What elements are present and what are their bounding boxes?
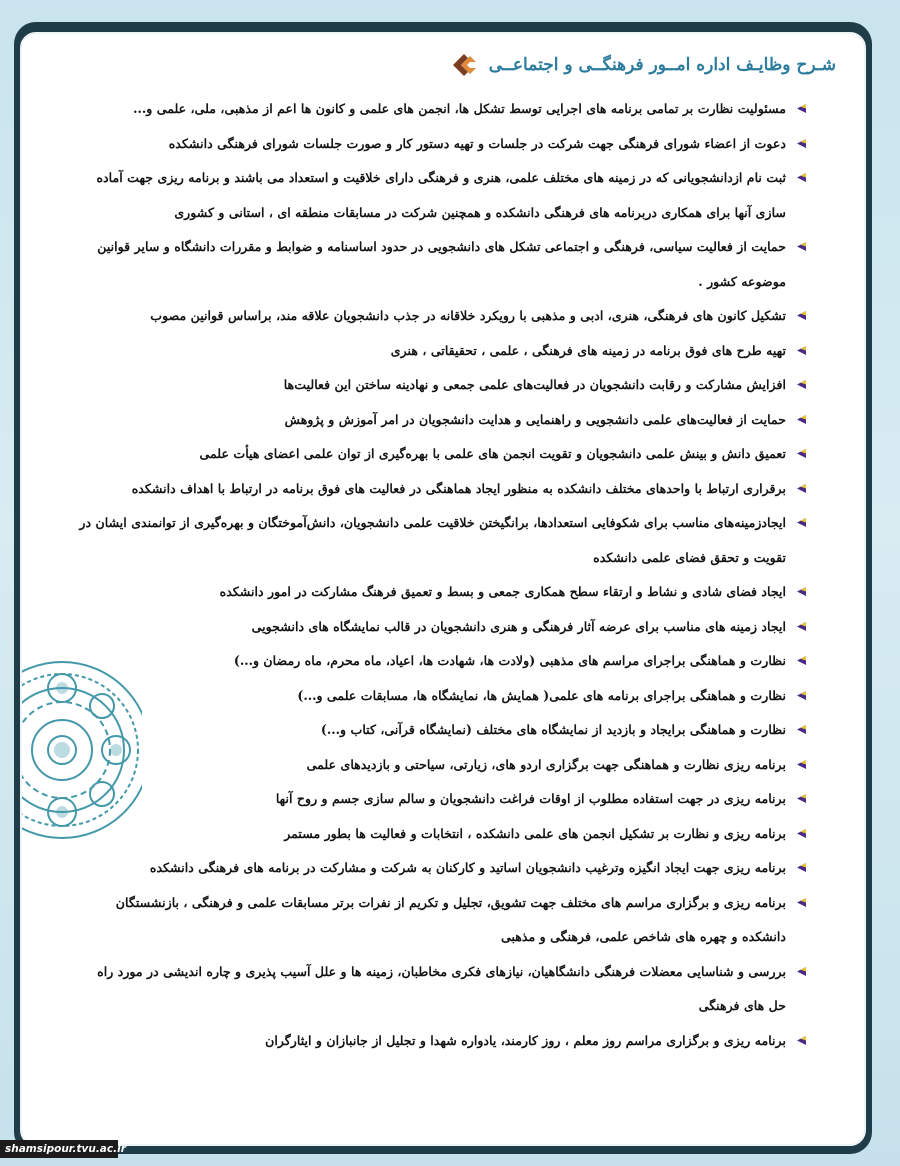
page-title: شـرح وظایـف اداره امــور فرهنگــی و اجتماعــی	[488, 55, 836, 75]
list-item	[78, 575, 800, 610]
list-item-text: مسئولیت نظارت بر تمامی برنامه های اجرایی توسط تشکل ها، انجمن های علمی و کانون ها اعم از مذهبی، ملی، علمی و...	[133, 101, 786, 116]
list-item-text: برنامه ریزی نظارت و هماهنگی جهت برگزاری اردو های، زیارتی، سیاحتی و بازدیدهای علمی	[306, 756, 786, 772]
list-item-text: افزایش مشارکت و رقابت دانشجویان در فعالیت‌های علمی جمعی و نهادینه ساختن این فعالیت‌ها	[283, 377, 786, 392]
list-item	[78, 472, 800, 507]
duties-list	[78, 92, 800, 1058]
list-item-text: نظارت و هماهنگی براجرای برنامه های علمی( همایش ها، نمایشگاه ها، مسابقات علمی و...)	[297, 687, 786, 703]
arrow-bullet-icon	[797, 1036, 806, 1045]
list-item-text: ایجاد فضای شادی و نشاط و ارتقاء سطح همکاری جمعی و بسط و تعمیق فرهنگ مشارکت در امور دانشکده	[219, 584, 786, 599]
list-item-text: برنامه ریزی و برگزاری مراسم های مختلف جهت تشویق، تجلیل و تکریم از نفرات برتر مسابقات علمی و فرهنگی ، بازنشستگان دانشکده و چهره های شاخص علمی، فرهنگی و مذهبی	[115, 894, 786, 944]
list-item-text: تهیه طرح های فوق برنامه در زمینه های فرهنگی ، علمی ، تحقیقاتی ، هنری	[390, 342, 786, 358]
arrow-bullet-icon	[797, 449, 806, 458]
arrow-bullet-icon	[797, 691, 806, 700]
arrow-bullet-icon	[797, 173, 806, 182]
list-item-text: برقراری ارتباط با واحدهای مختلف دانشکده به منظور ایجاد هماهنگی در فعالیت های فوق برنامه در ارتباط با اهداف دانشکده	[131, 480, 786, 496]
arrow-bullet-icon	[797, 760, 806, 769]
double-chevron-icon	[449, 50, 479, 80]
arrow-bullet-icon	[797, 794, 806, 803]
arrow-bullet-icon	[797, 346, 806, 355]
arrow-bullet-icon	[797, 311, 806, 320]
list-item-text: نظارت و هماهنگی برایجاد و بازدید از نمایشگاه های مختلف (نمایشگاه قرآنی، کتاب و...)	[320, 722, 786, 737]
header	[449, 48, 836, 82]
list-item	[78, 679, 800, 714]
list-item-text: بررسی و شناسایی معضلات فرهنگی دانشگاهیان، نیازهای فکری مخاطبان، زمینه ها و علل آسیب پذیری و چاره اندیشی در مورد راه حل های فرهنگی	[97, 963, 786, 1013]
list-item	[78, 230, 800, 299]
arrow-bullet-icon	[797, 484, 806, 493]
list-item	[78, 644, 800, 679]
list-item	[78, 1024, 800, 1059]
list-item-text: دعوت از اعضاء شورای فرهنگی جهت شرکت در جلسات و تهیه دستور کار و صورت جلسات شورای فرهنگی دانشکده	[168, 135, 786, 151]
arrow-bullet-icon	[797, 104, 806, 113]
arrow-bullet-icon	[797, 415, 806, 424]
list-item-text: برنامه ریزی در جهت استفاده مطلوب از اوقات فراغت دانشجویان و سالم سازی جسم و روح آنها	[275, 791, 786, 806]
footer-url: shamsipour.tvu.ac.ir	[0, 1140, 118, 1158]
arrow-bullet-icon	[797, 622, 806, 631]
list-item	[78, 955, 800, 1024]
arrow-bullet-icon	[797, 725, 806, 734]
list-item	[78, 748, 800, 783]
list-item	[78, 713, 800, 748]
arrow-bullet-icon	[797, 656, 806, 665]
list-item-text: ایجاد زمینه های مناسب برای عرضه آثار فرهنگی و هنری دانشجویان در قالب نمایشگاه های دانشجویی	[251, 618, 786, 634]
arrow-bullet-icon	[797, 863, 806, 872]
list-item-text: نظارت و هماهنگی براجرای مراسم های مذهبی (ولادت ها، شهادت ها، اعیاد، ماه محرم، ماه رمضان و...)	[233, 653, 786, 668]
list-item-text: حمایت از فعالیت‌های علمی دانشجویی و راهنمایی و هدایت دانشجویان در امر آموزش و پژوهش	[284, 411, 786, 427]
arrow-bullet-icon	[797, 518, 806, 527]
arrow-bullet-icon	[797, 587, 806, 596]
list-item	[78, 610, 800, 645]
list-item	[78, 127, 800, 162]
list-item	[78, 851, 800, 886]
arrow-bullet-icon	[797, 242, 806, 251]
list-item	[78, 506, 800, 575]
arrow-bullet-icon	[797, 139, 806, 148]
list-item	[78, 368, 800, 403]
arrow-bullet-icon	[797, 829, 806, 838]
list-item-text: ثبت نام ازدانشجویانی که در زمینه های مختلف علمی، هنری و فرهنگی دارای خلاقیت و استعداد می باشند و برنامه ریزی جهت آماده سازی آنها برای همکاری دربرنامه های فرهنگی دانشکده و همچنین شرکت در مسابقات منطقه ای ، استانی و کشوری	[96, 170, 786, 220]
list-item-text: حمایت از فعالیت سیاسی، فرهنگی و اجتماعی تشکل های دانشجویی در حدود اساسنامه و ضوابط و مقررات دانشگاه و سایر قوانین موضوعه کشور .	[97, 239, 786, 289]
list-item	[78, 817, 800, 852]
list-item-text: ایجادزمینه‌های مناسب برای شکوفایی استعدادها، برانگیختن خلاقیت علمی دانشجویان، دانش‌آموختگان و بهره‌گیری از توانمندی ایشان در تقویت و تحقق فضای علمی دانشکده	[79, 515, 786, 565]
arrow-bullet-icon	[797, 898, 806, 907]
list-item-text: برنامه ریزی جهت ایجاد انگیزه وترغیب دانشجویان اساتید و کارکنان به شرکت و مشارکت در برنامه های فرهنگی دانشکده	[149, 860, 786, 875]
list-item	[78, 161, 800, 230]
arrow-bullet-icon	[797, 380, 806, 389]
list-item	[78, 403, 800, 438]
list-item-text: تشکیل کانون های فرهنگی، هنری، ادبی و مذهبی با رویکرد خلاقانه در جذب دانشجویان علاقه مند، براساس قوانین مصوب	[150, 308, 786, 323]
list-item	[78, 334, 800, 369]
list-item-text: برنامه ریزی و نظارت بر تشکیل انجمن های علمی دانشکده ، انتخابات و فعالیت ها بطور مستمر	[284, 825, 786, 841]
arrow-bullet-icon	[797, 967, 806, 976]
list-item	[78, 92, 800, 127]
list-item-text: برنامه ریزی و برگزاری مراسم روز معلم ، روز کارمند، یادواره شهدا و تجلیل از جانبازان و ایثارگران	[265, 1032, 786, 1048]
list-item	[78, 437, 800, 472]
list-item	[78, 782, 800, 817]
list-item	[78, 299, 800, 334]
list-item	[78, 886, 800, 955]
list-item-text: تعمیق دانش و بینش علمی دانشجویان و تقویت انجمن های علمی با بهره‌گیری از توان علمی اعضای هیأت علمی	[199, 446, 786, 461]
